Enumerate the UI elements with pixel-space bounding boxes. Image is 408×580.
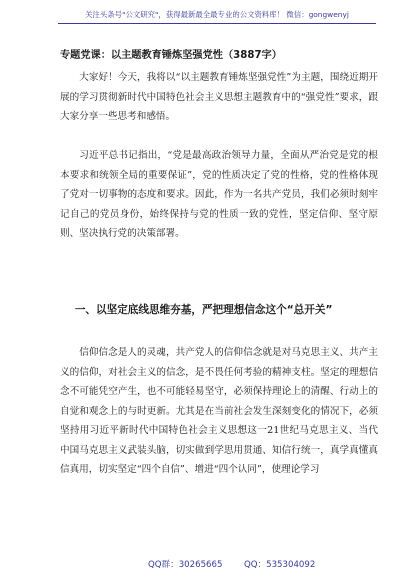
paragraph: 信仰信念是人的灵魂，共产党人的信仰信念就是对马克思主义、共产主义的信仰，对社会主义的信念，是不畏任何考验的精神支柱。坚定的理想信念不可能凭空产生，也不可能轻易坚守，必须保持理论上的清醒、行动上的自觉和观念上的与时更新。尤其是在当前社会发生深刻变化的情况下，必须坚持用习近平新时代中国特色社会主义思想这一21世纪马克思主义、当代中国马克思主义武装头脑，切实做到学思用贯通、知信行统一，真学真懂真信真用，切实坚定“四个自信”、增进“四个认同”，使理论学习	[60, 347, 378, 475]
footer-qq-group: QQ群：30265665	[148, 560, 223, 570]
footer-banner	[0, 557, 408, 573]
paragraph: 习近平总书记指出，“党是最高政治领导力量，全面从严治党是党的根本要求和统领全局的重要保证”，党的性质决定了党的性格，党的性格体现了党对一切事物的态度和要求。因此，作为一名共产党员，我们必须时刻牢记自己的党员身份，始终保持与党的性质一致的党性，坚定信仰、坚守原则、坚决执行党的决策部署。	[60, 150, 378, 239]
paragraph: 大家好！今天，我将以“以主题教育锤炼坚强党性”为主题，围绕近期开展的学习贯彻新时代中国特色社会主义思想主题教育中的“强党性”要求，跟大家分享一些思考和感悟。	[60, 72, 378, 122]
footer-qq-contact: QQ：535304092	[244, 560, 316, 570]
section-heading: 一、以坚定底线思维夯基，严把理想信念这个“总开关”	[74, 304, 333, 316]
header-divider	[58, 23, 376, 24]
header-banner: 关注头条号"公文研究"，获得最新最全最专业的公文资料库！ 微信：gongwenyj	[85, 10, 349, 19]
document-title: 专题党课：以主题教育锤炼坚强党性（3887字）	[60, 50, 282, 61]
